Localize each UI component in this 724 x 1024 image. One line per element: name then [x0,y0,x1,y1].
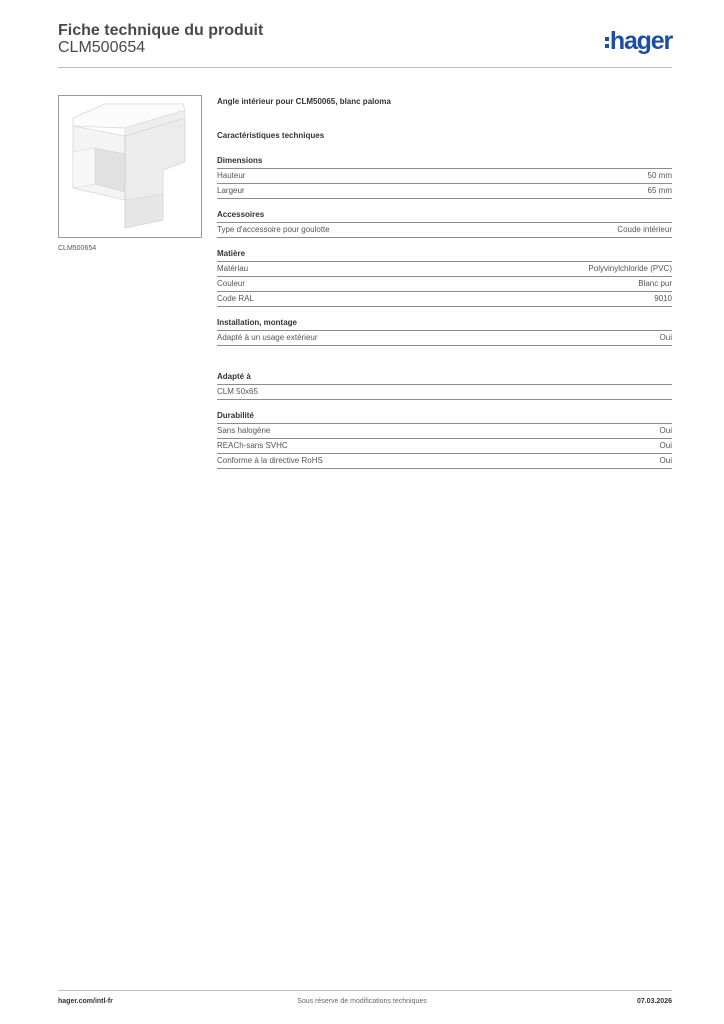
spec-row [217,262,672,277]
logo-wordmark: hager [609,26,672,55]
section-adapte-a [217,371,672,400]
spec-value: Coude intérieur [617,225,672,234]
section-accessoires [217,209,672,238]
spec-row [217,454,672,469]
product-name: Angle intérieur pour CLM50065, blanc paloma [217,97,391,106]
spec-value: 9010 [654,294,672,303]
section-heading: Installation, montage [217,317,672,331]
section-durabilite [217,410,672,469]
spec-value: Oui [659,426,672,435]
spec-row [217,331,672,346]
spec-row [217,223,672,238]
spec-label: Code RAL [217,294,254,303]
spec-row [217,292,672,307]
spec-label: Matériau [217,264,249,273]
spec-row [217,385,672,400]
footer-disclaimer: Sous réserve de modifications techniques [297,998,427,1005]
hager-logo[interactable] [605,26,672,56]
footer-divider [58,990,672,991]
product-reference: CLM500654 [58,39,146,56]
section-heading: Adapté à [217,371,672,385]
spec-label: REACh-sans SVHC [217,441,288,450]
spec-row [217,184,672,199]
spec-label: Largeur [217,186,245,195]
spec-row [217,169,672,184]
image-caption: CLM500654 [58,245,97,252]
spec-row [217,439,672,454]
section-dimensions [217,155,672,199]
spec-value: Oui [659,456,672,465]
spec-value: Blanc pur [638,279,672,288]
logo-colon-mark [605,37,609,48]
spec-title: Caractéristiques techniques [217,131,325,140]
spec-value: Oui [659,441,672,450]
section-heading: Matière [217,248,672,262]
spec-value: Oui [659,333,672,342]
spec-row [217,277,672,292]
spec-value: Polyvinylchloride (PVC) [588,264,672,273]
spec-label: Adapté à un usage extérieur [217,333,318,342]
spec-label: Type d'accessoire pour goulotte [217,225,330,234]
section-heading: Dimensions [217,155,672,169]
spec-value: 65 mm [647,186,672,195]
spec-row [217,424,672,439]
product-details [217,96,672,479]
header-divider [58,67,672,68]
section-heading: Accessoires [217,209,672,223]
spec-label: Couleur [217,279,246,288]
page-title: Fiche technique du produit [58,22,264,39]
corner-duct-fitting-illustration [59,96,201,237]
spec-label: Conforme à la directive RoHS [217,456,323,465]
section-heading: Durabilité [217,410,672,424]
section-installation [217,317,672,346]
spec-label: Sans halogène [217,426,271,435]
footer-date: 07.03.2026 [636,998,672,1005]
footer-website-link[interactable]: hager.com/intl-fr [58,998,113,1005]
section-matiere [217,248,672,307]
product-image [58,95,202,238]
spec-label: Hauteur [217,171,246,180]
spec-value: 50 mm [647,171,672,180]
spec-label: CLM 50x65 [217,387,258,396]
